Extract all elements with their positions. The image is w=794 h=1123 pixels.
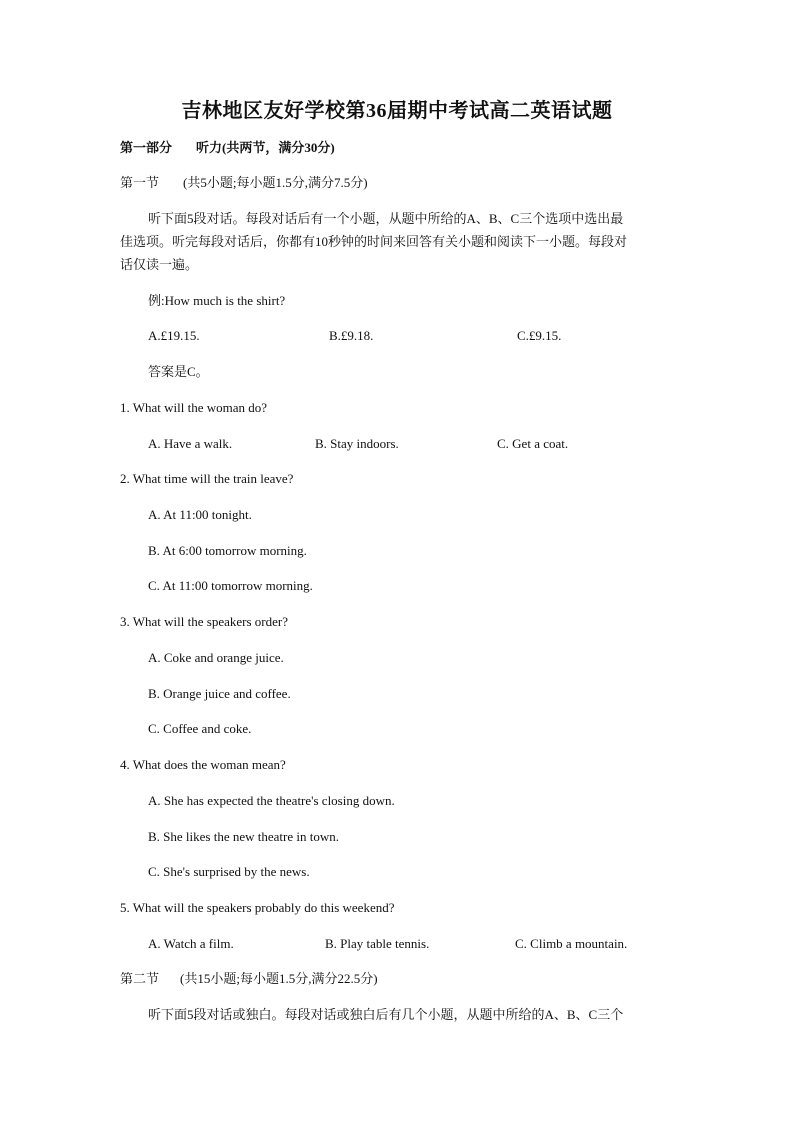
question-2-option-a: A. At 11:00 tonight.: [148, 507, 252, 522]
part1-label: 第一部分: [120, 140, 173, 155]
question-1-option-c: C. Get a coat.: [497, 436, 569, 451]
section1-info: (共5小题;每小题1.5分,满分7.5分): [183, 175, 368, 190]
exam-title: 吉林地区友好学校第36届期中考试高二英语试题: [181, 100, 613, 122]
question-4: 4. What does the woman mean?: [120, 757, 286, 772]
example-option-c: C.£9.15.: [517, 328, 562, 343]
section1-instruction-line: 听下面5段对话。每段对话后有一个小题，从题中所给的A、B、C三个选项中选出最: [148, 211, 624, 226]
question-3-option-b: B. Orange juice and coffee.: [148, 686, 291, 701]
question-5-option-a: A. Watch a film.: [148, 936, 234, 951]
question-5-option-c: C. Climb a mountain.: [515, 936, 628, 951]
section1-instruction-line: 话仅读一遍。: [120, 257, 199, 272]
question-1-option-a: A. Have a walk.: [148, 436, 233, 451]
section1-instruction-line: 佳选项。听完每段对话后，你都有10秒钟的时间来回答有关小题和阅读下一小题。每段对: [120, 234, 628, 249]
question-2: 2. What time will the train leave?: [120, 471, 294, 486]
question-5: 5. What will the speakers probably do this weekend?: [120, 900, 395, 915]
question-5-option-b: B. Play table tennis.: [325, 936, 430, 951]
question-1: 1. What will the woman do?: [120, 400, 268, 415]
example-option-a: A.£19.15.: [148, 328, 200, 343]
question-2-option-c: C. At 11:00 tomorrow morning.: [148, 578, 313, 593]
section2-label: 第二节: [120, 971, 160, 986]
part1-heading: 听力(共两节，满分30分): [196, 140, 335, 155]
example-question: 例:How much is the shirt?: [148, 293, 286, 308]
example-option-b: B.£9.18.: [329, 328, 374, 343]
question-4-option-c: C. She's surprised by the news.: [148, 864, 310, 879]
section2-info: (共15小题;每小题1.5分,满分22.5分): [180, 971, 378, 986]
section2-instruction: 听下面5段对话或独白。每段对话或独白后有几个小题，从题中所给的A、B、C三个: [148, 1007, 624, 1022]
example-answer: 答案是C。: [148, 364, 209, 379]
section1-label: 第一节: [120, 175, 160, 190]
question-4-option-b: B. She likes the new theatre in town.: [148, 829, 339, 844]
question-3: 3. What will the speakers order?: [120, 614, 288, 629]
question-3-option-a: A. Coke and orange juice.: [148, 650, 284, 665]
question-3-option-c: C. Coffee and coke.: [148, 721, 252, 736]
question-2-option-b: B. At 6:00 tomorrow morning.: [148, 543, 307, 558]
question-1-option-b: B. Stay indoors.: [315, 436, 399, 451]
question-4-option-a: A. She has expected the theatre's closing down.: [148, 793, 395, 808]
